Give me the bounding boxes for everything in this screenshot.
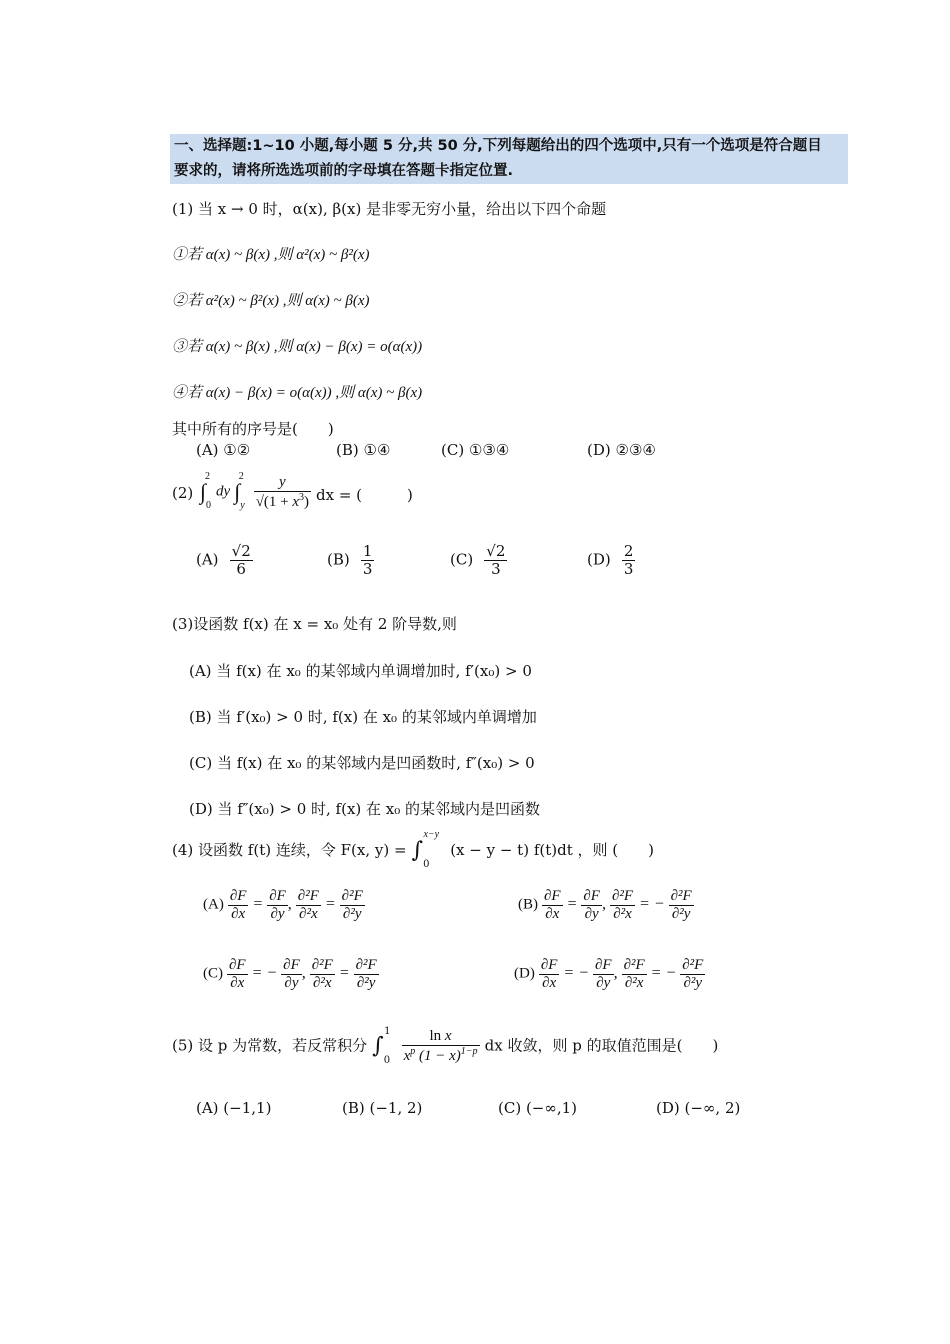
q2-option-d-den: 3 xyxy=(623,559,634,578)
q2-option-a-den: 6 xyxy=(236,559,246,578)
section-header-line1: 一、选择题:1~10 小题,每小题 5 分,共 50 分,下列每题给出的四个选项中,只有一个选项是符合题目 xyxy=(174,138,822,154)
q2-option-a-label: (A) xyxy=(196,550,219,569)
q5-option-b[interactable]: (B) (−1, 2) xyxy=(342,1099,423,1117)
q4-option-a-label: (A) xyxy=(203,896,224,913)
q1-option-a[interactable]: (A) ①② xyxy=(196,441,251,459)
q1-ask: 其中所有的序号是( ) xyxy=(172,420,334,438)
q1-option-d[interactable]: (D) ②③④ xyxy=(587,441,656,459)
q5-option-d[interactable]: (D) (−∞, 2) xyxy=(656,1099,741,1117)
q2-option-b[interactable] xyxy=(327,543,374,577)
section-header-line2: 要求的，请将所选选项前的字母填在答题卡指定位置. xyxy=(174,163,514,179)
q2-option-d-num: 2 xyxy=(623,542,634,560)
q4-option-c[interactable]: (C) $\frac{\partial F}{\partial x}$ = − $\frac{\partial F}{\partial y}$ , $\frac{\text{∂²F}}{\text{∂²x}}$ = $\frac{\text{∂²F}}{\text{∂²y}}$ xyxy=(203,957,377,991)
q2-option-d[interactable] xyxy=(587,543,635,577)
q2-tail: dx = ( ) xyxy=(316,486,413,504)
q5-option-c[interactable]: (C) (−∞,1) xyxy=(498,1099,578,1117)
section-header xyxy=(170,134,848,184)
q2-option-b-num: 1 xyxy=(362,542,373,560)
q3-option-a[interactable]: (A) 当 f(x) 在 x₀ 的某邻域内单调增加时, f′(x₀) > 0 xyxy=(189,662,532,680)
q2-option-c[interactable] xyxy=(450,543,507,577)
q2-option-d-label: (D) xyxy=(587,550,611,569)
q3-stem: (3)设函数 f(x) 在 x = x₀ 处有 2 阶导数,则 xyxy=(172,615,457,633)
q1-proposition-2: ②若 α²(x) ~ β²(x) ,则 α(x) ~ β(x) xyxy=(172,293,370,309)
q2-option-a[interactable] xyxy=(196,543,253,577)
q2-option-c-num: √2 xyxy=(486,542,506,560)
q2-integral-expression: $\int_0^2dy$ $\int_y^2$ $\frac{y}{√(1 + x^3)}$ xyxy=(200,471,310,511)
q2-label: (2) xyxy=(172,484,194,502)
q5-option-a[interactable]: (A) (−1,1) xyxy=(196,1099,272,1117)
q4-option-b-label: (B) xyxy=(518,896,538,913)
q1-option-b[interactable]: (B) ①④ xyxy=(336,441,391,459)
q4-stem-b: (x − y − t) f(t)dt ，则 ( ) xyxy=(450,841,654,859)
q5-stem-a: (5) 设 p 为常数，若反常积分 xyxy=(172,1036,368,1055)
q4-option-a[interactable]: (A) $\frac{\partial F}{\partial x}$ = $\frac{\partial F}{\partial y}$ , $\frac{\text{∂²F}}{\text{∂²x}}$ = $\frac{\text{∂²F}}{\text{∂²y}}$ xyxy=(203,888,363,922)
q1-proposition-3: ③若 α(x) ~ β(x) ,则 α(x) − β(x) = o(α(x)) xyxy=(172,339,423,355)
q4-option-b[interactable]: (B) $\frac{\partial F}{\partial x}$ = $\frac{\partial F}{\partial y}$ , $\frac{\text{∂²F}}{\text{∂²x}}$ = − $\frac{\text{∂²F}}{\text{∂²y}}$ xyxy=(518,888,692,922)
q4-option-c-label: (C) xyxy=(203,965,223,982)
q3-option-d[interactable]: (D) 当 f″(x₀) > 0 时, f(x) 在 x₀ 的某邻域内是凹函数 xyxy=(189,800,541,818)
q3-option-b[interactable]: (B) 当 f′(x₀) > 0 时, f(x) 在 x₀ 的某邻域内单调增加 xyxy=(189,708,537,726)
q2-option-c-label: (C) xyxy=(450,550,474,569)
q4-stem-a: (4) 设函数 f(t) 连续，令 F(x, y) = xyxy=(172,841,407,859)
q2-option-a-num: √2 xyxy=(231,542,251,560)
q1-proposition-1: ①若 α(x) ~ β(x) ,则 α²(x) ~ β²(x) xyxy=(172,247,370,263)
q5-stem: (5) 设 p 为常数，若反常积分 $\int_0^1$ $\frac{\text{ln x}}{x^p (1 - x)^{1-p}}$ dx 收敛，则 p 的取值范围是( ) xyxy=(172,1026,719,1066)
q1-proposition-4: ④若 α(x) − β(x) = o(α(x)) ,则 α(x) ~ β(x) xyxy=(172,385,423,401)
q2-option-c-den: 3 xyxy=(491,559,501,578)
q5-stem-b: dx 收敛，则 p 的取值范围是( ) xyxy=(484,1036,719,1055)
q1-stem: (1) 当 x → 0 时，α(x), β(x) 是非零无穷小量，给出以下四个命题 xyxy=(172,200,607,218)
q4-option-d[interactable]: (D) $\frac{\partial F}{\partial x}$ = − $\frac{\partial F}{\partial y}$ , $\frac{\text{∂²F}}{\text{∂²x}}$ = − $\frac{\text{∂²F}}{\text{∂²y}}$ xyxy=(514,957,704,991)
q4-option-d-label: (D) xyxy=(514,965,535,982)
q2-option-b-den: 3 xyxy=(362,559,373,578)
q3-option-c[interactable]: (C) 当 f(x) 在 x₀ 的某邻域内是凹函数时, f″(x₀) > 0 xyxy=(189,754,535,772)
q4-stem: (4) 设函数 f(t) 连续，令 F(x, $y) = \int_0^{x-y}$ (x − y − t) f(t)dt ，则 ( ) xyxy=(172,828,654,871)
q1-option-c[interactable]: (C) ①③④ xyxy=(441,441,510,459)
q2-option-b-label: (B) xyxy=(327,550,350,569)
